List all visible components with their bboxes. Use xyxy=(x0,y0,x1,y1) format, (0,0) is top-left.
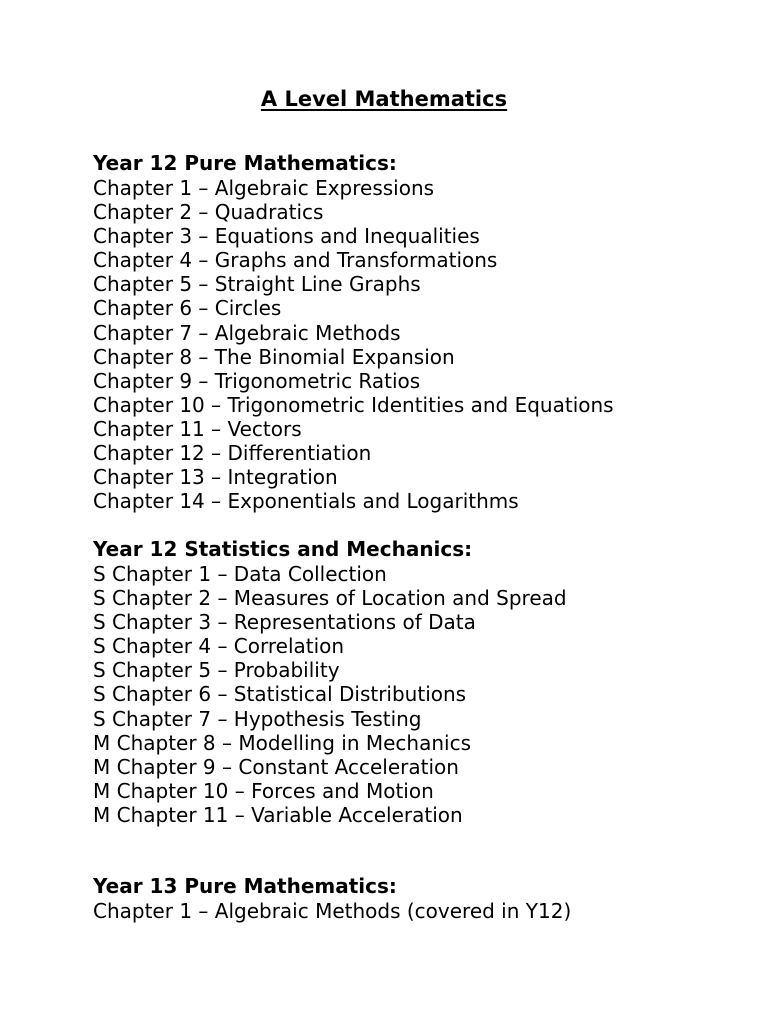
chapter-item: Chapter 3 – Equations and Inequalities xyxy=(93,224,480,249)
chapter-item: Chapter 14 – Exponentials and Logarithms xyxy=(93,489,519,514)
chapter-list xyxy=(93,562,567,827)
chapter-item: Chapter 4 – Graphs and Transformations xyxy=(93,248,498,273)
chapter-item: Chapter 1 – Algebraic Expressions xyxy=(93,176,435,200)
section-heading: Year 12 Statistics and Mechanics: xyxy=(93,537,473,561)
chapter-item: Chapter 12 – Differentiation xyxy=(93,441,372,466)
chapter-item: Chapter 5 – Straight Line Graphs xyxy=(93,272,421,297)
chapter-item: S Chapter 4 – Correlation xyxy=(93,634,345,659)
chapter-item: Chapter 1 – Algebraic Methods (covered in Y12) xyxy=(93,899,572,923)
chapter-item: M Chapter 11 – Variable Acceleration xyxy=(93,802,463,827)
chapter-item: Chapter 7 – Algebraic Methods xyxy=(93,320,401,345)
chapter-item: S Chapter 1 – Data Collection xyxy=(93,562,387,586)
chapter-item: Chapter 13 – Integration xyxy=(93,465,338,490)
document-title: A Level Mathematics xyxy=(260,87,508,111)
chapter-item: S Chapter 3 – Representations of Data xyxy=(93,610,476,635)
section-heading: Year 12 Pure Mathematics: xyxy=(93,151,397,175)
chapter-item: M Chapter 9 – Constant Acceleration xyxy=(93,754,459,779)
chapter-item: Chapter 10 – Trigonometric Identities and Equations xyxy=(93,392,614,417)
section-heading: Year 13 Pure Mathematics: xyxy=(93,874,397,898)
chapter-item: Chapter 2 – Quadratics xyxy=(93,200,324,225)
chapter-item: S Chapter 5 – Probability xyxy=(93,658,340,683)
chapter-item: S Chapter 6 – Statistical Distributions xyxy=(93,682,467,707)
chapter-item: M Chapter 8 – Modelling in Mechanics xyxy=(93,730,471,755)
chapter-item: Chapter 8 – The Binomial Expansion xyxy=(93,344,455,369)
chapter-list xyxy=(93,899,571,923)
chapter-item: S Chapter 2 – Measures of Location and Spread xyxy=(93,586,567,611)
chapter-item: Chapter 11 – Vectors xyxy=(93,416,302,441)
section-year12-pure xyxy=(93,150,614,513)
chapter-item: S Chapter 7 – Hypothesis Testing xyxy=(93,706,422,731)
section-year12-statistics-mechanics xyxy=(93,536,567,827)
chapter-list xyxy=(93,176,614,513)
chapter-item: M Chapter 10 – Forces and Motion xyxy=(93,778,434,803)
chapter-item: Chapter 9 – Trigonometric Ratios xyxy=(93,368,421,393)
chapter-item: Chapter 6 – Circles xyxy=(93,296,282,321)
section-year13-pure xyxy=(93,873,571,923)
